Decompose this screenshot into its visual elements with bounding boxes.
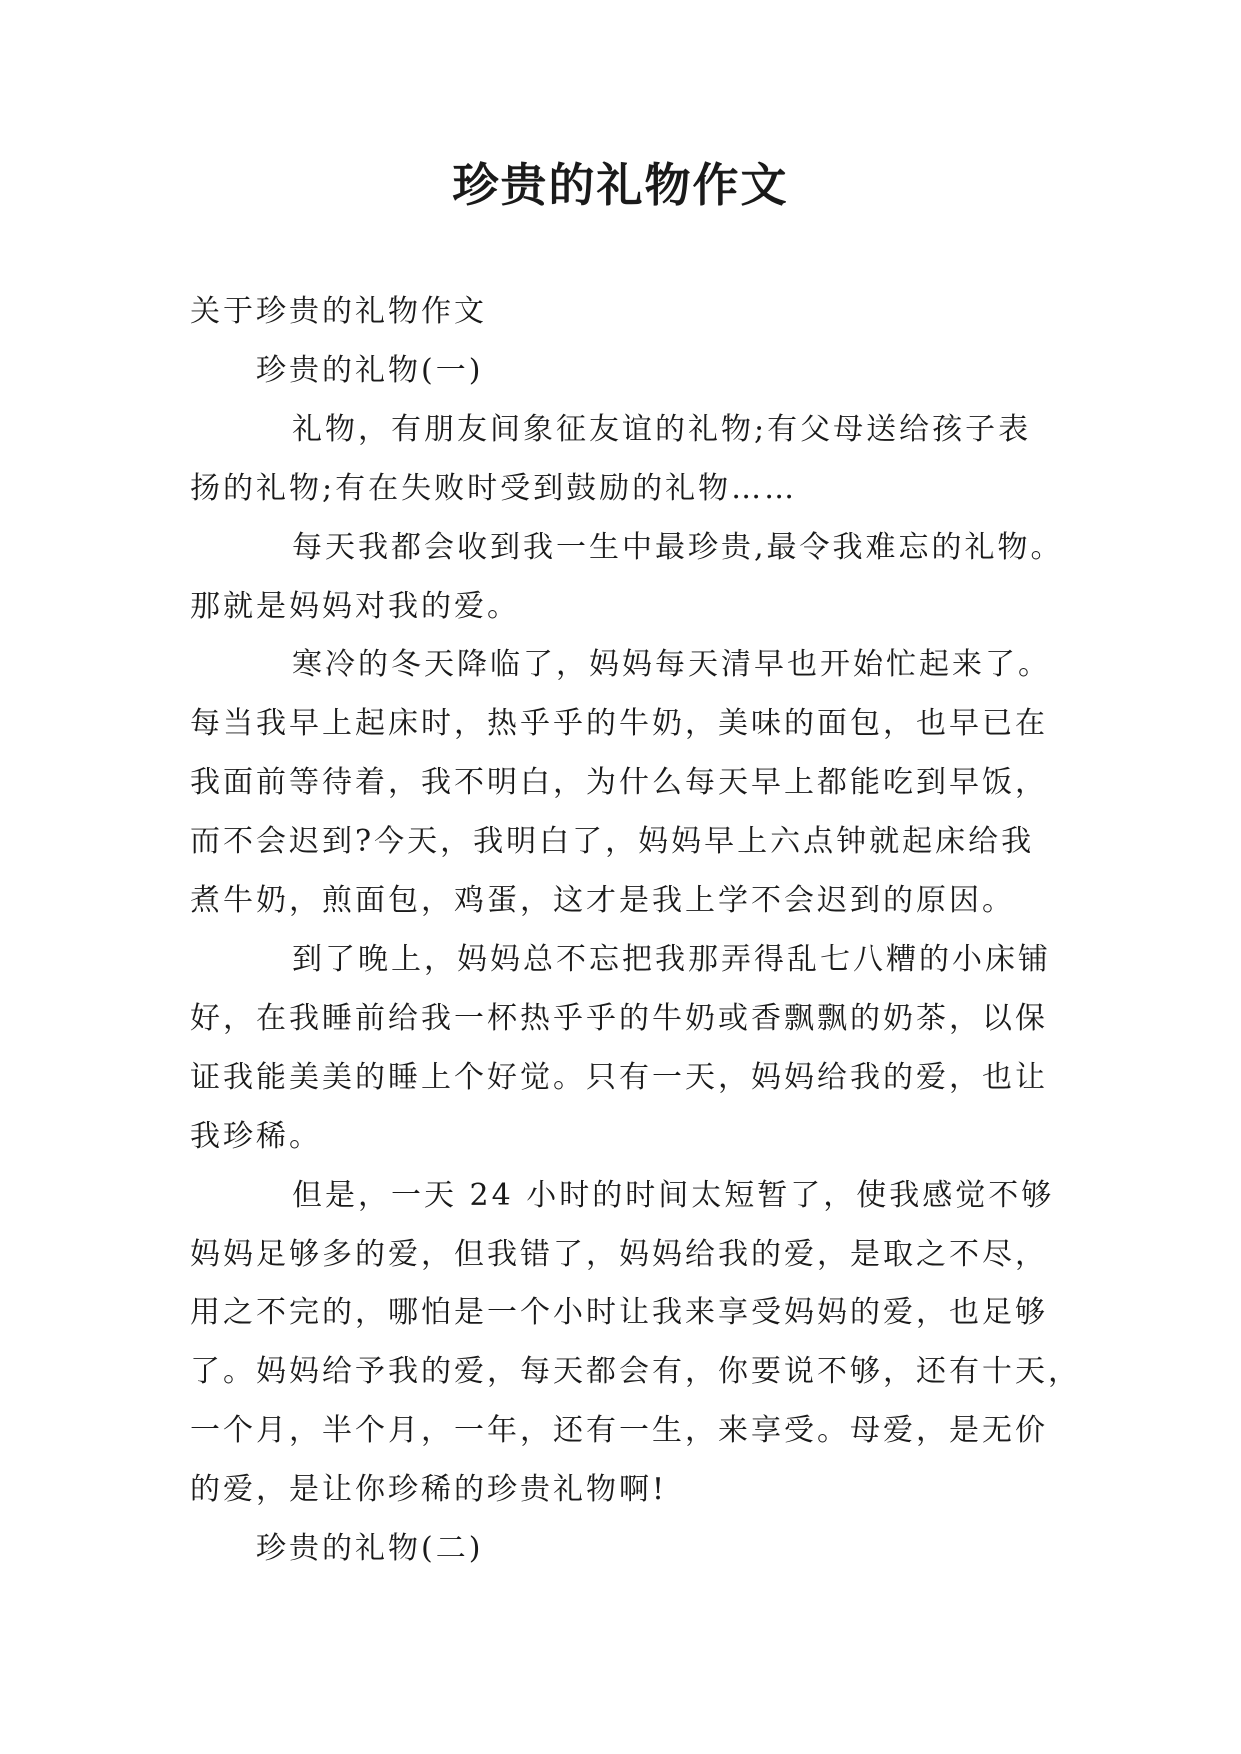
text-line: 我面前等待着，我不明白，为什么每天早上都能吃到早饭， xyxy=(190,765,1048,801)
text-line: 关于珍贵的礼物作文 xyxy=(190,294,487,329)
text-line: 到了晚上，妈妈总不忘把我那弄得乱七八糟的小床铺 xyxy=(292,941,1051,977)
document-body xyxy=(190,283,1081,1579)
section-heading: 珍贵的礼物(一) xyxy=(256,352,484,388)
text-line: 但是，一天 24 小时的时间太短暂了，使我感觉不够 xyxy=(292,1177,1055,1213)
text-line: 好，在我睡前给我一杯热乎乎的牛奶或香飘飘的奶茶，以保 xyxy=(190,1000,1048,1036)
text-line: 那就是妈妈对我的爱。 xyxy=(190,588,520,624)
text-line: 扬的礼物;有在失败时受到鼓励的礼物…… xyxy=(190,470,798,506)
section-heading: 珍贵的礼物(二) xyxy=(256,1531,484,1567)
text-line: 每当我早上起床时，热乎乎的牛奶，美味的面包，也早已在 xyxy=(190,706,1048,742)
text-line: 我珍稀。 xyxy=(190,1118,322,1154)
text-line: 而不会迟到?今天，我明白了，妈妈早上六点钟就起床给我 xyxy=(190,824,1035,860)
text-line: 了。妈妈给予我的爱，每天都会有，你要说不够，还有十天， xyxy=(190,1354,1081,1390)
text-line: 礼物，有朋友间象征友谊的礼物;有父母送给孩子表 xyxy=(292,411,1032,447)
text-line: 一个月，半个月，一年，还有一生，来享受。母爱，是无价 xyxy=(190,1413,1048,1449)
text-line: 证我能美美的睡上个好觉。只有一天，妈妈给我的爱，也让 xyxy=(190,1059,1048,1095)
text-line: 煮牛奶，煎面包，鸡蛋，这才是我上学不会迟到的原因。 xyxy=(190,883,1015,919)
text-line: 妈妈足够多的爱，但我错了，妈妈给我的爱，是取之不尽， xyxy=(190,1236,1048,1272)
text-line: 的爱，是让你珍稀的珍贵礼物啊! xyxy=(190,1472,668,1508)
document-title: 珍贵的礼物作文 xyxy=(452,158,789,212)
text-line: 用之不完的，哪怕是一个小时让我来享受妈妈的爱，也足够 xyxy=(190,1295,1048,1331)
text-line: 每天我都会收到我一生中最珍贵,最令我难忘的礼物。 xyxy=(292,529,1064,565)
text-line: 寒冷的冬天降临了，妈妈每天清早也开始忙起来了。 xyxy=(292,647,1051,683)
